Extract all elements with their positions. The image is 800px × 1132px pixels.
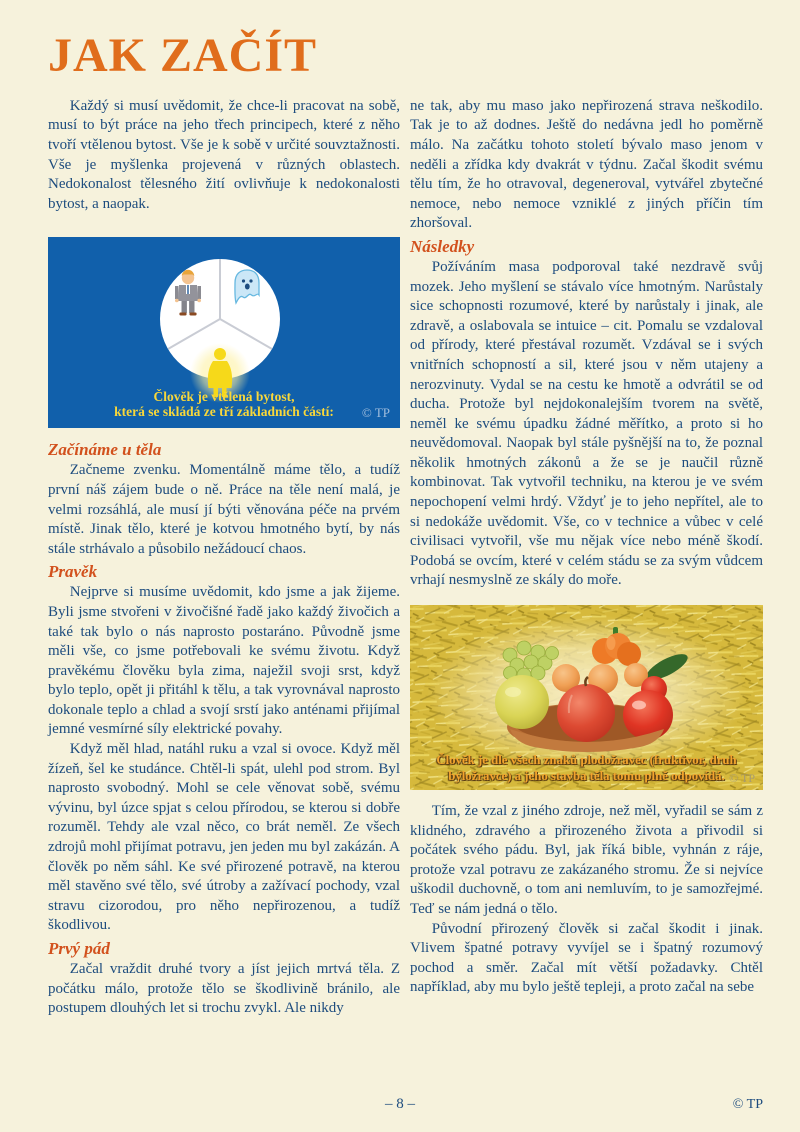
page-footer bbox=[0, 1096, 800, 1116]
right-column bbox=[410, 97, 763, 1019]
paragraph-meat-continuation: ne tak, aby mu maso jako nepřirozená strava neškodilo. Tak je to až dodnes. Ještě do nedávna jedl ho poměrně málo. Na začátku tohoto století bývalo maso jenom v neděli a zřídka kdy dvakrát v týdnu. Začal škodit svému tělu tím, že ho otravoval, degeneroval, vytvářel zbytečné nemoce, nebo nemoce vzniklé z jiných příčin tím zhoršoval. bbox=[410, 97, 763, 232]
fruit-caption-line2: býložravce) a jeho stavba těla tomu plně odpovídá. bbox=[448, 768, 725, 783]
paragraph-prehistory-2: Když měl hlad, natáhl ruku a vzal si ovoce. Když měl žízeň, šel ke studánce. Chtěl-li spát, ulehl pod strom. Byl naprosto svobodný. Mohl se cele věnovat sobě, svému vývinu, byl úzce spjat s celou přírodou, se kterou si dobře rozuměl. Tehdy ale vzal něco, co brát neměl. Ze všech zdrojů mohl přijímat potravu, jen jeden mu byl zakázán. A člověk po něm sáhl. Ke své přirozené potravě, na kterou měl stavěno své tělo, své útroby a zažívací pochody, vzal stravu cizorodou, pro něho nepřirozenou, a tudíž škodlivou. bbox=[48, 741, 400, 934]
trinity-figure bbox=[48, 237, 400, 428]
footer-copyright: © TP bbox=[732, 1097, 763, 1112]
trinity-caption bbox=[48, 389, 400, 421]
paragraph-first-fall: Začal vraždit druhé tvory a jíst jejich mrtvá těla. Z počátku málo, protože tělo se škodlivině bránilo, ale postupem dlouhých let si trochu zvykl. Ale nikdy bbox=[48, 961, 400, 1017]
paragraph-original-man: Původní přirozený člověk si začal škodit i jinak. Vlivem špatné potravy vyvíjel se i špatný rozumový pochod a směr. Začal mít větší požadavky. Chtěl například, aby mu bylo ještě tepleji, a proto začal na sebe bbox=[410, 920, 763, 996]
two-column-layout bbox=[0, 83, 800, 1019]
heading-nasledky: Následky bbox=[410, 236, 475, 256]
heading-zaciname-u-tela: Začínáme u těla bbox=[48, 440, 162, 460]
heading-prvy-pad: Prvý pád bbox=[48, 939, 110, 959]
paragraph-intro: Každý si musí uvědomit, že chce-li pracovat na sobě, musí to být práce na jeho třech principech, které z něho tvoří vtělenou bytost. Vše je k sobě v určité souvztažnosti. Vše je myšlenka projevená v různých oblastech. Nedokonalost tělesného žití ovlivňuje k nedokonalosti bytost, a naopak. bbox=[48, 97, 400, 212]
paragraph-prehistory-1: Nejprve si musíme uvědomit, kdo jsme a jak žijeme. Byli jsme stvořeni v živočišné řadě jako každý živočich a také tak bylo o nás naprosto postaráno. Původně jsme měli vše, co jsme potřebovali ke svému životu. Když pravěkému člověku byla zima, naježil svoji srst, když bylo teplo, opět ji přitáhl k tělu, a tak vyrovnával naprosto dokonale teplo a chlad a svojí srstí jako anténami přijímal jemné vesmírné síly elektrické povahy. bbox=[48, 584, 400, 738]
paragraph-body-care: Začneme zvenku. Momentálně máme tělo, a tudíž první náš zájem bude o ně. Práce na těle není malá, je velmi rozsáhlá, ale musí jí býti věnována péče na prvém místě. Jinak tělo, které je kotvou hmotného bytí, by nás stále strhávalo a působilo nežádoucí chaos. bbox=[48, 462, 400, 557]
paragraph-source: Tím, že vzal z jiného zdroje, než měl, vyřadil se sám z klidného, zdravého a přirozeného života a přivodil si počátek svého pádu. Byl, jak říká bible, vyhnán z ráje, protože vzal potravu ze zakázaného stromu. Že si nejvíce uškodil duchovně, o tom ani nemluvím, to je samozřejmé. Teď se nám jedná o tělo. bbox=[410, 803, 763, 918]
heading-pravek: Pravěk bbox=[48, 562, 98, 582]
fruit-caption bbox=[410, 753, 763, 784]
fruit-caption-line1: Člověk je dle všech znaků plodožravec (fruktivor, druh bbox=[436, 753, 737, 768]
fruit-figure bbox=[410, 605, 763, 790]
paragraph-consequences: Požíváním masa podporoval také nezdravě svůj mozek. Jeho myšlení se stávalo více hmotným. Narůstaly sice schopnosti rozumové, které by narůstaly i jinak, ale zdravě, a oslabovala se intuice – cit. Pomalu se vzdaloval od přírody, které přestával rozumět. Vzdával se i svých vnitřních schopností a sil, které jsou v něm utajeny a nerozvinuty. Vydal se na cestu ke hmotě a odvrátil se od ducha. Protože byl nejdokonalejším tvorem na světě, neměl ke svému úpadku žádné měřítko, a proto si ho neuvědomoval. Naopak byl stále pyšnější na to, že poznal několik hmotných zákonů a že se je naučil různě kombinovat. Tak vytvořil techniku, na kterou je ve svém nepochopení velmi hrdý. Vždyť je to jeho nepřítel, ale to si nedokáže uvědomit. Vše, co v technice a vůbec v celé civilisaci vytvořil, vše mu nějak více nebo méně škodí. Podobá se ovcím, které v celém stádu se za svým vůdcem vrhají nesmyslně ze skály do moře. bbox=[410, 258, 763, 589]
left-column bbox=[48, 97, 400, 1019]
trinity-credit: © TP bbox=[361, 405, 390, 421]
page-title: JAK ZAČÍT bbox=[48, 29, 318, 82]
trinity-caption-line1: Člověk je vtělená bytost, bbox=[153, 388, 295, 404]
page-number: – 8 – bbox=[385, 1096, 415, 1112]
fruit-credit: © TP bbox=[729, 771, 755, 786]
yellow-apple bbox=[495, 675, 549, 729]
big-tomato bbox=[623, 690, 673, 740]
trinity-caption-line2: která se skládá ze tří základních částí: bbox=[114, 404, 334, 420]
